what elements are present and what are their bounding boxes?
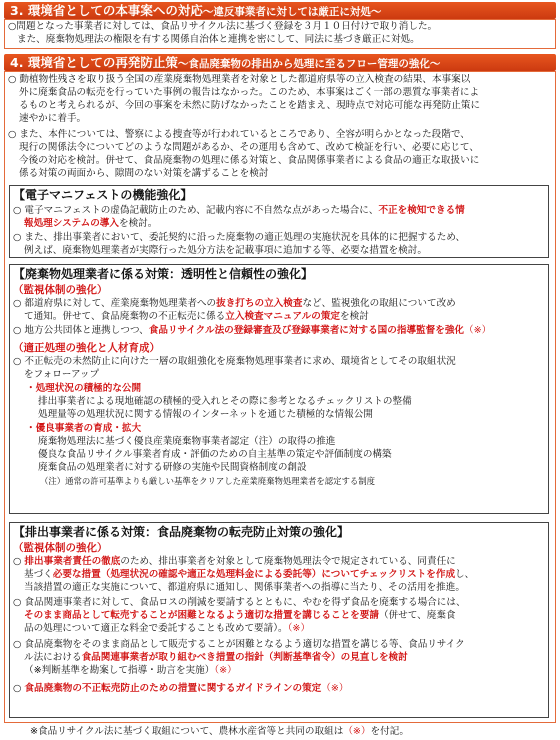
manifest-title: 【電子マニフェストの機能強化】 bbox=[13, 188, 193, 202]
footer-note: ※食品リサイクル法に基づく取組について、農林水産省等と共同の取組は（※）を付記。 bbox=[30, 726, 409, 737]
processor-s1-line2: 処理量等の処理状況に関する情報のインターネットを通じた積極的な情報公開 bbox=[38, 409, 373, 420]
section4-para2-line1: ○ また、本件については、警察による捜査等が行われているところであり、全容が明らかとなった段階で、 bbox=[8, 129, 470, 140]
section3-subtitle: ～違反事業者に対しては厳正に対処～ bbox=[202, 6, 382, 18]
processor-c1b1-line2: て通知。併せて、食品廃棄物の不正転売に係る立入検査マニュアルの策定を検討 bbox=[24, 311, 369, 322]
section4-para2-line4: 係る対策の両面から、隙間のない対策を講ずることを検討 bbox=[19, 168, 269, 179]
section3-header bbox=[4, 2, 556, 19]
processor-cat1: （監視体制の強化） bbox=[13, 284, 108, 296]
processor-title: 【廃棄物処理業者に係る対策：透明性と信頼性の強化】 bbox=[13, 267, 314, 281]
processor-c2b1-line1: ○ 不正転売の未然防止に向けた一層の取組強化を廃棄物処理事業者に求め、環境省としてその取組状況 bbox=[13, 356, 456, 367]
processor-s1-line1: 排出事業者による現地確認の積極的受入れとその際に参考となるチェックリストの整備 bbox=[38, 396, 412, 407]
manifest-b1-line2: 報処理システムの導入を検討。 bbox=[24, 218, 158, 229]
section3-line1: ○問題となった事業者に対しては、食品リサイクル法に基づく登録を３月１０日付けで取り消した。 bbox=[8, 21, 438, 32]
discharger-b3-line2: ル法における食品関連事業者が取り組むべき措置の指針（判断基準省令）の見直しを検討 bbox=[24, 652, 408, 663]
discharger-b1-line3: 当該措置の適正な実施について、都道府県に通知し、関係事業者への指導に当たり、その活用を推進。 bbox=[24, 582, 465, 593]
discharger-b4: ○ 食品廃棄物の不正転売防止のための措置に関するガイドラインの策定（※） bbox=[13, 683, 349, 694]
discharger-b2-line1: ○ 食品関連事業者に対して、食品ロスの削減を要請するとともに、やむを得ず食品を廃棄する場合には、 bbox=[13, 597, 466, 608]
section4-para1-line4: 速やかに着手。 bbox=[19, 113, 87, 124]
discharger-b3-line1: ○ 食品廃棄物をそのまま商品として販売することが困難となるよう適切な措置を講じる等、食品リサイク bbox=[13, 639, 465, 650]
manifest-b2-line1: ○ また、排出事業者において、委託契約に沿った廃棄物の適正処理の実施状況を具体的に把握するため、 bbox=[13, 232, 466, 243]
discharger-b1-line1: ○ 排出事業者責任の徹底のため、排出事業者を対象として廃棄物処理法令で規定されている、同責任に bbox=[13, 556, 456, 567]
discharger-b2-line3: 品の処理について適正な料金で委託することも改めて要請）。（※） bbox=[24, 623, 311, 634]
processor-s2-line3: 廃棄食品の処理業者に対する研修の実施や民間資格制度の創設 bbox=[38, 462, 307, 473]
section3-title: 環境省としての本事案への対応 bbox=[27, 3, 203, 18]
processor-note: （注）通常の許可基準よりも厳しい基準をクリアした産業廃棄物処理業者を認定する制度 bbox=[40, 476, 375, 486]
manifest-box bbox=[9, 185, 549, 258]
section4-para1-line2: 外に廃棄食品の転売を行っていた事例の報告はなかった。このため、本事案はごく一部の悪質な事業者によ bbox=[19, 87, 480, 98]
processor-s2-title: ・優良事業者の育成・拡大 bbox=[26, 423, 142, 434]
processor-c1b2: ○ 地方公共団体と連携しつつ、食品リサイクル法の登録審査及び登録事業者に対する国の指導監督を強化（※） bbox=[13, 325, 492, 336]
processor-s1-title: ・処理状況の積極的な公開 bbox=[26, 383, 142, 394]
section4-header bbox=[4, 54, 556, 71]
processor-s2-line2: 優良な食品リサイクル事業者育成・評価のための自主基準の策定や評価制度の構築 bbox=[38, 449, 392, 460]
section4-para1-line1: ○ 動植物性残さを取り扱う全国の産業廃棄物処理業者を対象とした都道府県等の立入検査の結果、本事案以 bbox=[8, 74, 471, 85]
section4-para2-line3: 今後の対応を検討。併せて、食品廃棄物の処理に係る対策と、食品関係事業者による食品の適正な取扱いに bbox=[19, 155, 480, 166]
discharger-box bbox=[9, 522, 549, 718]
discharger-b1-line2: 基づく必要な措置（処理状況の確認や適正な処理料金による委託等）についてチェックリストを作成し、 bbox=[24, 569, 475, 580]
processor-c2b1-line2: をフォローアップ bbox=[24, 369, 100, 380]
section4-number: 4. bbox=[10, 55, 24, 70]
manifest-b1-line1: ○ 電子マニフェストの虚偽記載防止のため、記載内容に不自然な点があった場合に、不正を検知できる情 bbox=[13, 205, 465, 216]
processor-c1b1-line1: ○ 都道府県に対して、産業廃棄物処理業者への抜き打ちの立入検査など、監視強化の取組について改め bbox=[13, 298, 456, 309]
processor-box bbox=[9, 264, 549, 514]
discharger-cat1: （監視体制の強化） bbox=[13, 542, 108, 554]
section4-subtitle: ～食品廃棄物の排出から処理に至るフロー管理の強化～ bbox=[177, 58, 441, 70]
section4-para1-line3: るものと考えられるが、今回の事案を未然に防げなかったことを踏まえ、現時点で対応可能な再発防止策に bbox=[19, 100, 481, 111]
section4-title: 環境省としての再発防止策 bbox=[27, 55, 178, 70]
section3-number: 3. bbox=[10, 3, 24, 18]
discharger-b2-line2: そのまま商品として転売することが困難となるよう適切な措置を講じることを要請（併せて、廃棄食 bbox=[24, 610, 456, 621]
manifest-b2-line2: 例えば、廃棄物処理業者が実際行った処分方法を記載事項に追加する等、必要な措置を検討。 bbox=[24, 245, 427, 256]
section3-box bbox=[4, 19, 556, 49]
section3-line2: また、廃棄物処理法の権限を有する関係自治体と連携を密にして、同法に基づき厳正に対処。 bbox=[17, 34, 420, 45]
section4-box bbox=[4, 71, 556, 723]
section4-para2-line2: 現行の関係法令についてどのような問題があるか、その運用も含めて、改めて検証を行い、必要に応じて、 bbox=[19, 142, 479, 153]
processor-cat2: （適正処理の強化と人材育成） bbox=[13, 342, 160, 354]
processor-s2-line1: 廃棄物処理法に基づく優良産業廃棄物事業者認定（注）の取得の推進 bbox=[38, 436, 336, 447]
discharger-b3-line3: （※判断基準を勘案して指導・助言を実施）（※） bbox=[24, 665, 237, 676]
discharger-title: 【排出事業者に係る対策：食品廃棄物の転売防止対策の強化】 bbox=[13, 525, 350, 539]
